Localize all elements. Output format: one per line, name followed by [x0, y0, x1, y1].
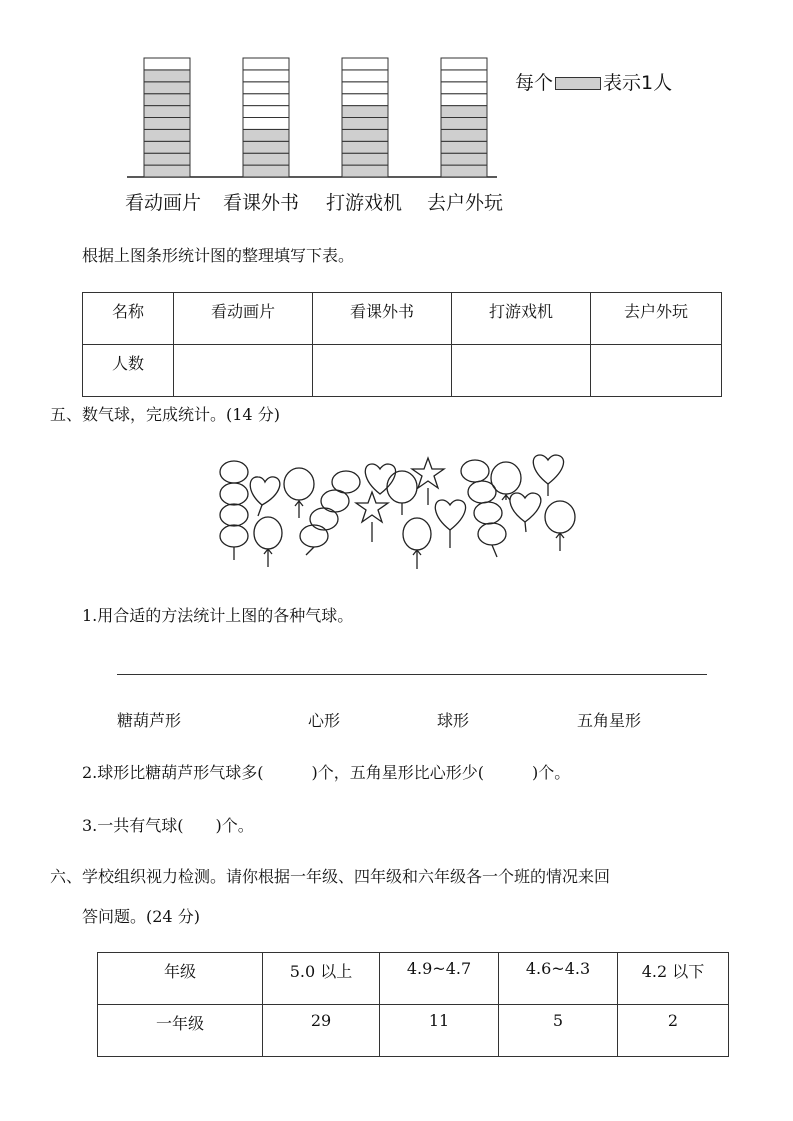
category-label-4: 去户外玩 — [427, 192, 504, 214]
filled-cell — [342, 141, 388, 153]
table1-header-col3: 打游戏机 — [452, 293, 591, 345]
empty-cell — [441, 70, 487, 82]
category-label-3: 打游戏机 — [326, 192, 403, 214]
filled-cell — [441, 106, 487, 118]
filled-cell — [441, 165, 487, 177]
table1-header-col4: 去户外玩 — [591, 293, 722, 345]
table1-cell-4[interactable] — [591, 345, 722, 397]
balloon-type-heart: 心形 — [308, 711, 341, 730]
table1-header-col2: 看课外书 — [313, 293, 452, 345]
filled-cell — [144, 118, 190, 130]
table1-cell-3[interactable] — [452, 345, 591, 397]
filled-cell — [144, 82, 190, 94]
filled-cell — [144, 165, 190, 177]
q1-text: 1.用合适的方法统计上图的各种气球。 — [82, 606, 354, 625]
heart-balloon — [510, 493, 541, 522]
table1-header-col1: 看动画片 — [174, 293, 313, 345]
filled-cell — [441, 153, 487, 165]
balloon-type-gourd: 糖葫芦形 — [117, 711, 182, 730]
category-label-2: 看课外书 — [223, 192, 300, 214]
heart-balloon — [435, 500, 465, 530]
filled-cell — [243, 153, 289, 165]
round-balloon — [545, 501, 575, 551]
balloons-illustration — [210, 450, 580, 575]
gourd-balloon — [461, 460, 506, 557]
vision-row1-col2: 11 — [380, 1005, 499, 1057]
filled-cell — [144, 70, 190, 82]
table1-row-label: 人数 — [83, 345, 174, 397]
empty-cell — [441, 94, 487, 106]
balloon-type-round: 球形 — [437, 711, 470, 730]
pictograph-column-4 — [441, 58, 487, 177]
round-balloon — [403, 518, 431, 569]
vision-row1-col4: 2 — [618, 1005, 729, 1057]
empty-cell — [342, 70, 388, 82]
q3-text: 3.一共有气球( )个。 — [82, 816, 254, 835]
vision-header-col2: 4.9~4.7 — [380, 953, 499, 1005]
star-balloon — [356, 492, 388, 522]
section6-title: 六、学校组织视力检测。请你根据一年级、四年级和六年级各一个班的情况来回 — [50, 867, 611, 886]
vision-header-col1: 5.0 以上 — [263, 953, 380, 1005]
filled-cell — [243, 165, 289, 177]
heart-balloon — [365, 464, 395, 494]
legend-prefix: 每个 — [515, 72, 554, 94]
filled-cell — [144, 141, 190, 153]
empty-cell — [342, 94, 388, 106]
category-label-1: 看动画片 — [125, 192, 202, 214]
pictograph-column-2 — [243, 58, 289, 177]
filled-cell — [342, 153, 388, 165]
empty-cell — [243, 70, 289, 82]
empty-cell — [243, 82, 289, 94]
vision-row1-col3: 5 — [499, 1005, 618, 1057]
filled-cell — [342, 106, 388, 118]
table1-cell-2[interactable] — [313, 345, 452, 397]
vision-row1-grade: 一年级 — [98, 1005, 263, 1057]
legend-swatch — [555, 77, 601, 90]
filled-cell — [342, 118, 388, 130]
vision-header-col4: 4.2 以下 — [618, 953, 729, 1005]
vision-table — [97, 952, 729, 1057]
empty-cell — [144, 58, 190, 70]
round-balloon — [284, 468, 314, 518]
filled-cell — [144, 94, 190, 106]
heart-balloon — [533, 455, 563, 484]
empty-cell — [441, 82, 487, 94]
balloon-type-star: 五角星形 — [577, 711, 642, 730]
gourd-balloon — [220, 461, 248, 560]
filled-cell — [441, 129, 487, 141]
vision-row1-col1: 29 — [263, 1005, 380, 1057]
filled-cell — [441, 141, 487, 153]
table1-header-name: 名称 — [83, 293, 174, 345]
fill-table — [82, 292, 722, 397]
filled-cell — [243, 141, 289, 153]
heart-balloon — [250, 477, 280, 505]
empty-cell — [243, 58, 289, 70]
empty-cell — [342, 58, 388, 70]
legend-suffix: 表示1人 — [603, 72, 673, 94]
filled-cell — [342, 165, 388, 177]
filled-cell — [342, 129, 388, 141]
filled-cell — [144, 153, 190, 165]
empty-cell — [243, 118, 289, 130]
empty-cell — [243, 94, 289, 106]
gourd-balloon — [300, 471, 360, 555]
instruction-text: 根据上图条形统计图的整理填写下表。 — [82, 246, 355, 265]
filled-cell — [144, 106, 190, 118]
empty-cell — [342, 82, 388, 94]
pictograph-column-3 — [342, 58, 388, 177]
filled-cell — [243, 129, 289, 141]
vision-header-grade: 年级 — [98, 953, 263, 1005]
tally-line — [117, 674, 707, 675]
q2-text: 2.球形比糖葫芦形气球多( )个，五角星形比心形少( )个。 — [82, 763, 571, 782]
filled-cell — [441, 118, 487, 130]
empty-cell — [243, 106, 289, 118]
table1-cell-1[interactable] — [174, 345, 313, 397]
pictograph-column-1 — [144, 58, 190, 177]
empty-cell — [441, 58, 487, 70]
filled-cell — [144, 129, 190, 141]
section5-title: 五、数气球，完成统计。(14 分) — [50, 405, 280, 424]
section6-title-cont: 答问题。(24 分) — [82, 907, 200, 926]
round-balloon — [387, 471, 417, 515]
vision-header-col3: 4.6~4.3 — [499, 953, 618, 1005]
pictograph-legend — [515, 68, 672, 95]
round-balloon — [254, 517, 282, 567]
